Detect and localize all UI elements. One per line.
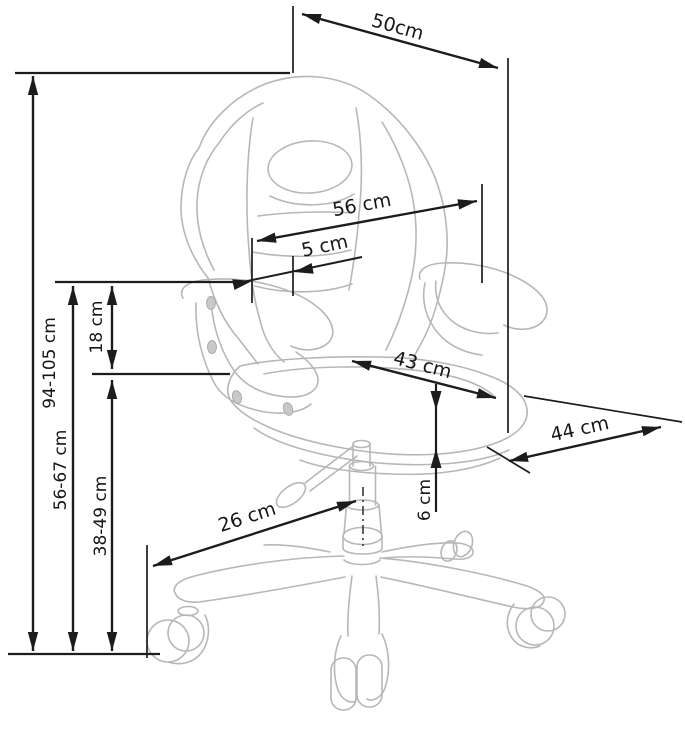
dim-base-leg-length — [147, 487, 363, 658]
chair-armrest-left — [182, 279, 333, 417]
dim-seat-depth — [487, 396, 682, 473]
dim-label-armrest-height: 56-67 cm — [51, 429, 71, 511]
adjustment-lever — [272, 478, 309, 512]
dim-label-seat-width: 43 cm — [391, 347, 454, 384]
chair-gas-lift — [272, 441, 382, 555]
dim-label-seat-height: 38-49 cm — [91, 475, 111, 557]
dim-label-base-leg-length: 26 cm — [215, 497, 279, 537]
chair-drawing — [147, 76, 565, 710]
dim-seat-lift — [415, 384, 442, 521]
dim-label-backrest-thickness: 5 cm — [299, 230, 351, 262]
dim-seat-width — [352, 347, 496, 398]
dim-label-armrest-to-seat: 18 cm — [87, 300, 107, 354]
dim-armrest-to-seat — [87, 286, 112, 369]
dim-label-seat-depth: 44 cm — [548, 411, 611, 447]
dim-label-total-height: 94-105 cm — [40, 317, 60, 409]
chair-armrest-right — [419, 263, 547, 355]
dim-label-top-width: 50cm — [369, 9, 427, 45]
chair-seat — [228, 357, 527, 475]
dim-total-height — [33, 76, 60, 651]
dim-label-seat-lift: 6 cm — [415, 478, 435, 522]
dim-label-backrest-width: 56 cm — [330, 188, 394, 222]
headrest-cutout — [266, 138, 353, 196]
chair-base — [147, 529, 565, 710]
chair-backrest — [181, 76, 447, 370]
dim-seat-height — [91, 380, 112, 651]
